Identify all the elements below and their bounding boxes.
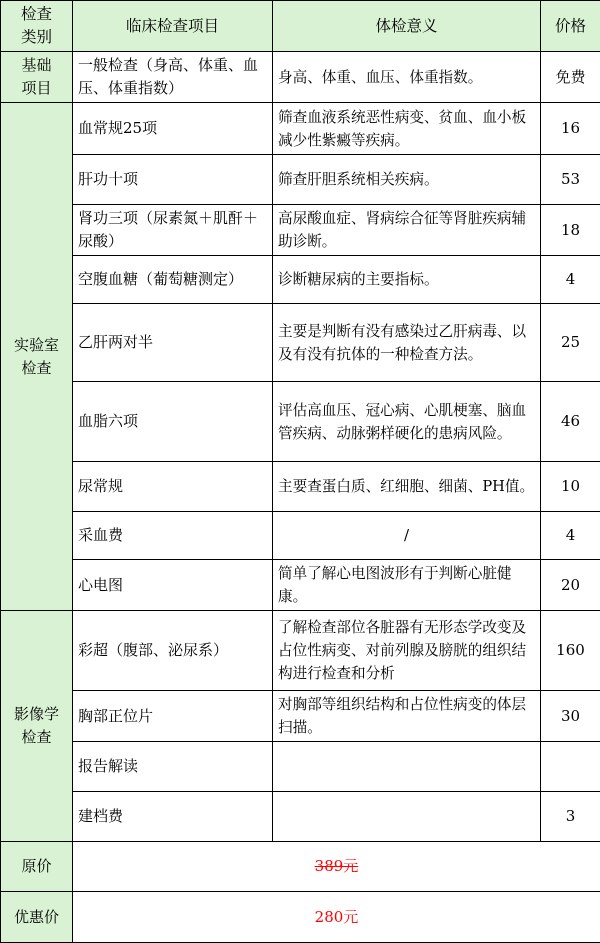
significance-cell: 了解检查部位各脏器有无形态学改变及占位性病变、对前列腺及膀胱的组织结构进行检查和分析 xyxy=(273,611,541,691)
header-category xyxy=(1,1,73,52)
item-cell: 建档费 xyxy=(73,792,273,842)
item-cell: 血脂六项 xyxy=(73,382,273,462)
table-row xyxy=(1,52,600,103)
original-price-row xyxy=(1,842,600,892)
price-cell: 25 xyxy=(541,304,600,382)
significance-cell: 主要是判断有没有感染过乙肝病毒、以及有没有抗体的一种检查方法。 xyxy=(273,304,541,382)
price-cell: 30 xyxy=(541,691,600,742)
discount-price-row xyxy=(1,892,600,943)
price-cell: 18 xyxy=(541,205,600,256)
price-cell: 53 xyxy=(541,155,600,205)
table-row xyxy=(1,155,600,205)
price-cell: 46 xyxy=(541,382,600,462)
price-cell: 20 xyxy=(541,560,600,611)
original-price-value: 389元 xyxy=(315,857,359,875)
item-cell: 血常规25项 xyxy=(73,103,273,155)
table-row xyxy=(1,304,600,382)
significance-cell: 简单了解心电图波形有于判断心脏健康。 xyxy=(273,560,541,611)
original-price-label: 原价 xyxy=(1,842,73,892)
item-cell: 胸部正位片 xyxy=(73,691,273,742)
item-cell: 报告解读 xyxy=(73,742,273,792)
table-row xyxy=(1,691,600,742)
significance-cell xyxy=(273,792,541,842)
significance-cell: 主要查蛋白质、红细胞、细菌、PH值。 xyxy=(273,462,541,512)
price-cell: 3 xyxy=(541,792,600,842)
header-significance: 体检意义 xyxy=(273,1,541,52)
price-cell xyxy=(541,742,600,792)
significance-cell: 筛查肝胆系统相关疾病。 xyxy=(273,155,541,205)
table-row xyxy=(1,256,600,304)
table-row xyxy=(1,792,600,842)
significance-cell: 诊断糖尿病的主要指标。 xyxy=(273,256,541,304)
discount-price-label: 优惠价 xyxy=(1,892,73,943)
price-cell: 10 xyxy=(541,462,600,512)
table-row xyxy=(1,742,600,792)
header-category-text: 检查类别 xyxy=(21,3,52,49)
header-row xyxy=(1,1,600,52)
header-item: 临床检查项目 xyxy=(73,1,273,52)
significance-cell: 高尿酸血症、肾病综合征等肾脏疾病辅助诊断。 xyxy=(273,205,541,256)
item-cell: 乙肝两对半 xyxy=(73,304,273,382)
price-cell: 4 xyxy=(541,256,600,304)
category-imaging: 影像学检查 xyxy=(1,611,73,842)
item-cell: 一般检查（身高、体重、血压、体重指数） xyxy=(73,52,273,103)
significance-cell: 评估高血压、冠心病、心肌梗塞、脑血管疾病、动脉粥样硬化的患病风险。 xyxy=(273,382,541,462)
item-cell: 尿常规 xyxy=(73,462,273,512)
significance-cell: 身高、体重、血压、体重指数。 xyxy=(273,52,541,103)
price-cell: 160 xyxy=(541,611,600,691)
discount-price-value: 280元 xyxy=(315,908,359,926)
category-basic: 基础项目 xyxy=(1,52,73,103)
table-row xyxy=(1,382,600,462)
item-cell: 彩超（腹部、泌尿系） xyxy=(73,611,273,691)
significance-cell xyxy=(273,742,541,792)
original-price-cell xyxy=(73,842,600,892)
item-cell: 采血费 xyxy=(73,512,273,560)
significance-cell: / xyxy=(273,512,541,560)
item-cell: 空腹血糖（葡萄糖测定） xyxy=(73,256,273,304)
item-cell: 肾功三项（尿素氮＋肌酐＋尿酸） xyxy=(73,205,273,256)
header-price: 价格 xyxy=(541,1,600,52)
discount-price-cell xyxy=(73,892,600,943)
table-row xyxy=(1,512,600,560)
category-lab: 实验室检查 xyxy=(1,103,73,611)
table-row xyxy=(1,560,600,611)
item-cell: 心电图 xyxy=(73,560,273,611)
price-cell: 16 xyxy=(541,103,600,155)
table-row xyxy=(1,103,600,155)
significance-cell: 筛查血液系统恶性病变、贫血、血小板减少性紫癜等疾病。 xyxy=(273,103,541,155)
price-cell: 4 xyxy=(541,512,600,560)
significance-cell: 对胸部等组织结构和占位性病变的体层扫描。 xyxy=(273,691,541,742)
price-cell: 免费 xyxy=(541,52,600,103)
item-cell: 肝功十项 xyxy=(73,155,273,205)
table-row xyxy=(1,205,600,256)
table-row xyxy=(1,462,600,512)
table-row xyxy=(1,611,600,691)
